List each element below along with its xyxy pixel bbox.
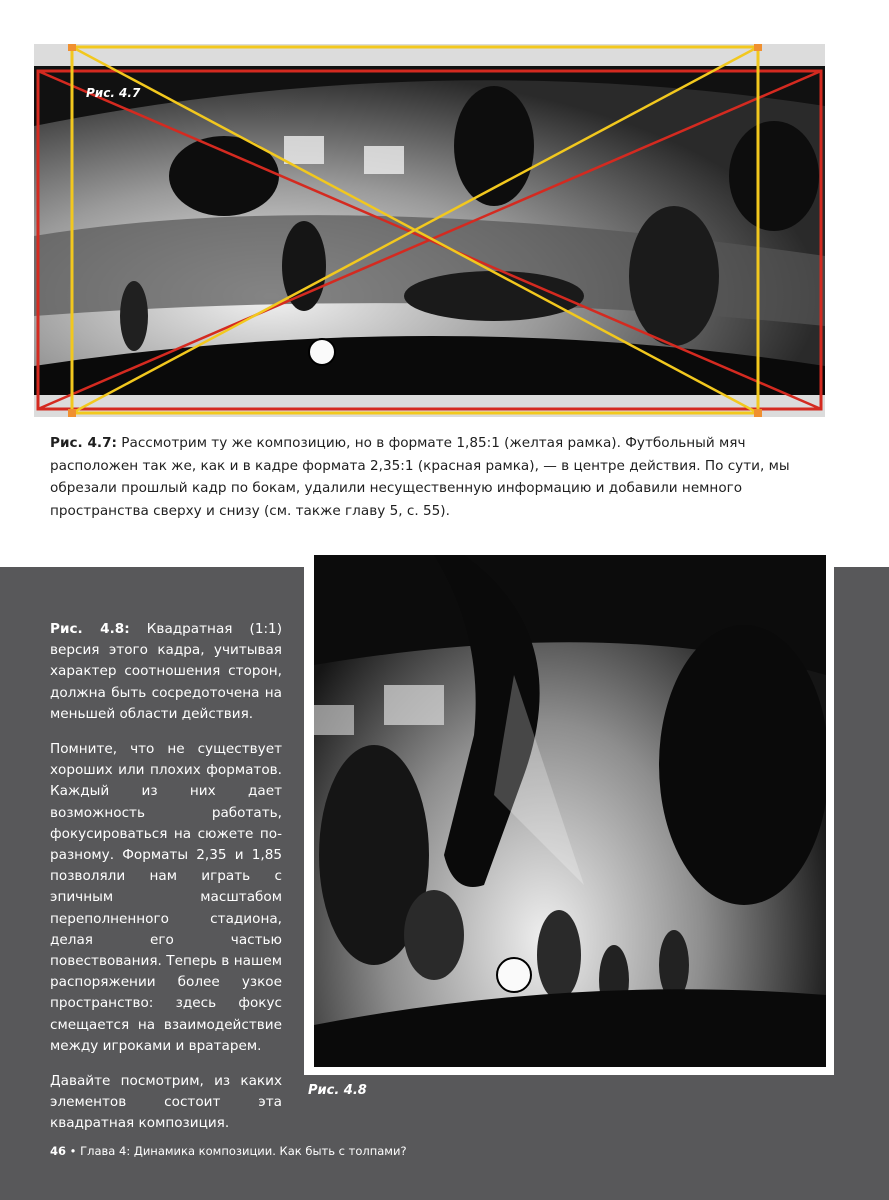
caption-text: Рассмотрим ту же композицию, но в формате 1,85:1 (желтая рамка). Футбольный мяч расположен так же, как и в кадре формата 2,35:1 (красная рамка), — в центре действия. По сути, мы обрезали прошлый кадр по бокам, удалили несущественную информацию и добавили немного пространства сверху и снизу (см. также главу 5, с. 55). — [50, 435, 790, 519]
caption-prefix: Рис. 4.7: — [50, 435, 117, 451]
aspect-ratio-guides — [34, 44, 825, 417]
paragraph — [50, 619, 282, 725]
square-scene — [314, 555, 826, 1067]
sidebar-text — [50, 619, 282, 1149]
figure-label: Рис. 4.7 — [86, 86, 141, 100]
page-footer — [50, 1144, 407, 1158]
paragraph-prefix: Рис. 4.8: — [50, 621, 130, 637]
paragraph-text: Квадратная (1:1) версия этого кадра, учитывая характер соотношения сторон, должна быть сосредоточена на меньшей области действия. — [50, 621, 282, 722]
football-illustration-square — [314, 555, 826, 1067]
chapter-title: • Глава 4: Динамика композиции. Как быть с толпами? — [69, 1144, 407, 1158]
figure-4-7 — [34, 44, 825, 417]
paragraph: Помните, что не существует хороших или плохих форматов. Каждый из них дает возможность работать, фокусироваться на сюжете по-разному. Форматы 2,35 и 1,85 позволяли нам играть с эпичным масштабом переполненного стадиона, делая его частью повествования. Теперь в нашем распоряжении более узкое пространство: здесь фокус смещается на взаимодействие между игроками и вратарем. — [50, 741, 282, 1054]
figure-4-8 — [304, 547, 834, 1075]
figure-caption — [50, 432, 820, 522]
page-number: 46 — [50, 1144, 67, 1158]
figure-label: Рис. 4.8 — [308, 1083, 367, 1098]
paragraph: Давайте посмотрим, из каких элементов состоит эта квадратная композиция. — [50, 1073, 282, 1132]
